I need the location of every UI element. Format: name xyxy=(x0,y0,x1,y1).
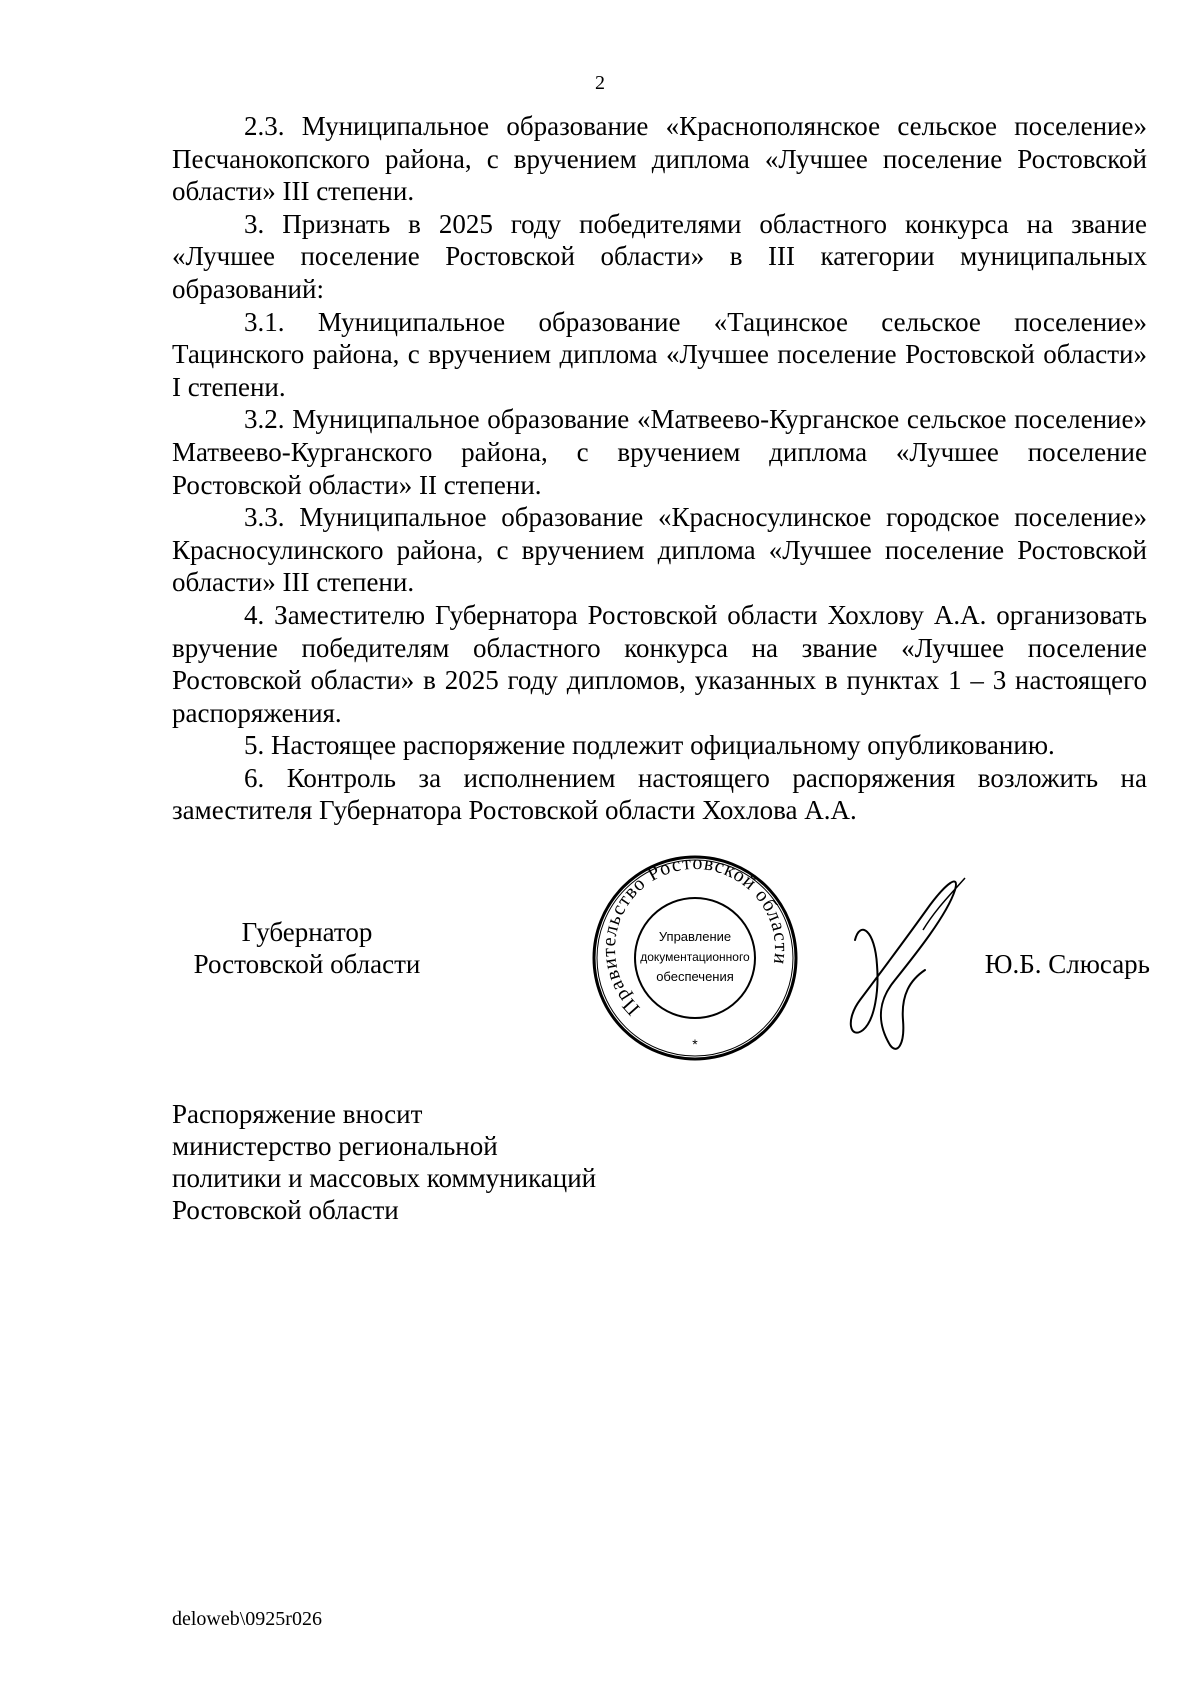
seal-star: * xyxy=(692,1036,698,1052)
seal-inner-line1: Управление xyxy=(658,929,732,944)
submitter-line2: министерство региональной xyxy=(172,1131,498,1161)
paragraph-6: 6. Контроль за исполнением настоящего распоряжения возложить на заместителя Губернатора Ростовской области Хохлова А.А. xyxy=(172,762,1147,826)
submitter-line3: политики и массовых коммуникаций xyxy=(172,1163,597,1193)
paragraph-4: 4. Заместителю Губернатора Ростовской области Хохлову А.А. организовать вручение победителям областного конкурса на звание «Лучшее поселение Ростовской области» в 2025 году дипломов, указанных в пунктах 1 – 3 настоящего распоряжения. xyxy=(172,599,1147,728)
submitter-block xyxy=(172,1098,772,1226)
paragraph-3-1: 3.1. Муниципальное образование «Тацинское сельское поселение» Тацинского района, с вручением диплома «Лучшее поселение Ростовской области» I степени. xyxy=(172,306,1147,402)
signatory-position xyxy=(172,916,442,980)
signatory-position-line1: Губернатор xyxy=(241,917,373,947)
submitter-line1: Распоряжение вносит xyxy=(172,1099,423,1129)
page-number: 2 xyxy=(595,72,605,94)
document-body xyxy=(172,110,1147,827)
paragraph-3-3: 3.3. Муниципальное образование «Красносулинское городское поселение» Красносулинского района, с вручением диплома «Лучшее поселение Ростовской области» III степени. xyxy=(172,502,1147,598)
submitter-line4: Ростовской области xyxy=(172,1195,399,1225)
official-seal xyxy=(590,853,800,1063)
paragraph-5: 5. Настоящее распоряжение подлежит официальному опубликованию. xyxy=(244,730,1055,761)
handwritten-signature xyxy=(835,870,970,1055)
seal-outer-textpath: Правительство Ростовской области xyxy=(597,853,793,1020)
signatory-position-line2: Ростовской области xyxy=(193,949,421,979)
paragraph-3-2: 3.2. Муниципальное образование «Матвеево-Курганское сельское поселение» Матвеево-Курганского района, с вручением диплома «Лучшее поселение Ростовской области» II степени. xyxy=(172,404,1147,500)
seal-inner-line3: обеспечения xyxy=(656,969,734,984)
seal-inner-line2: документационного xyxy=(640,950,750,964)
document-code: deloweb\0925r026 xyxy=(172,1608,322,1630)
paragraph-3: 3. Признать в 2025 году победителями областного конкурса на звание «Лучшее поселение Ростовской области» в III категории муниципальных образований: xyxy=(172,208,1147,304)
signatory-name: Ю.Б. Слюсарь xyxy=(984,949,1150,979)
paragraph-2-3: 2.3. Муниципальное образование «Краснополянское сельское поселение» Песчанокопского района, с вручением диплома «Лучшее поселение Ростовской области» III степени. xyxy=(172,111,1147,207)
signature-stroke-tail xyxy=(923,878,965,930)
